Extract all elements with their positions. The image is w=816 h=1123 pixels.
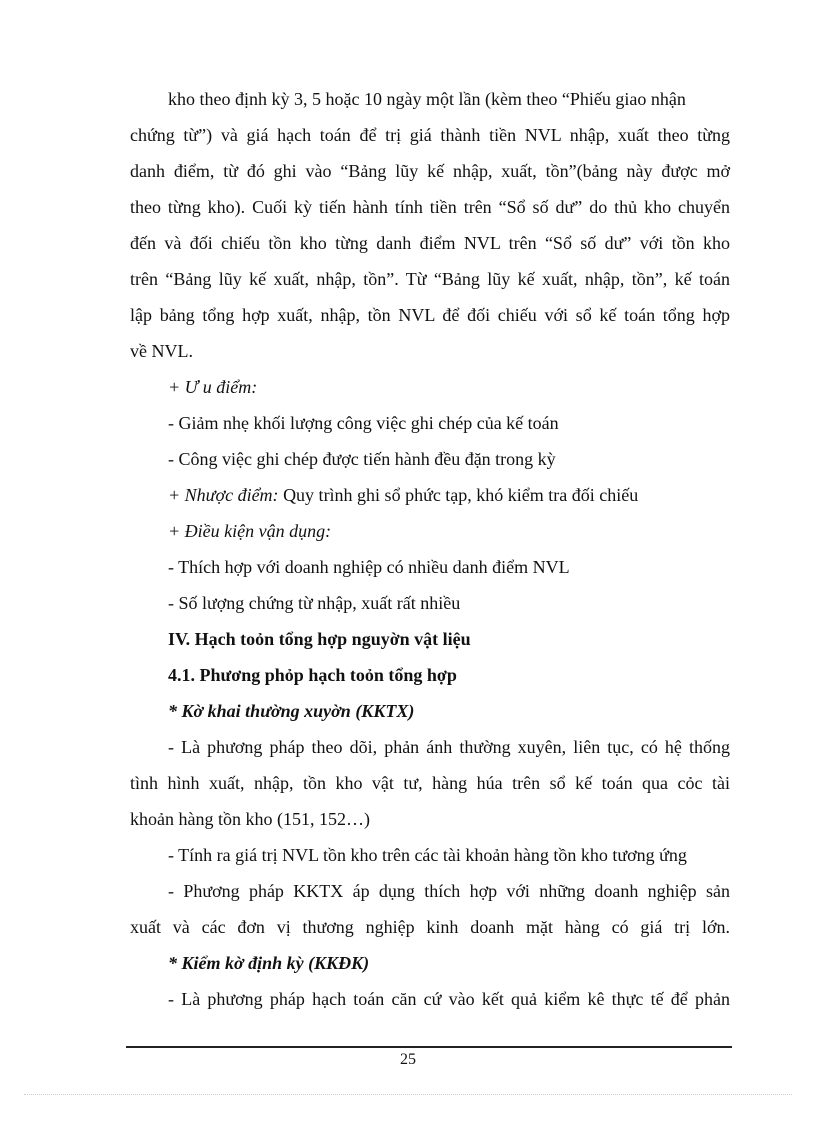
- body-text-line: khoản hàng tồn kho (151, 152…): [130, 809, 370, 829]
- kktx-heading: * Kờ khai thường xuyờn (KKTX): [168, 701, 415, 721]
- conditions-label: + Điều kiện vận dụng:: [168, 521, 332, 541]
- body-text-line: về NVL.: [130, 341, 193, 361]
- disadvantages-label: + Nhược điểm:: [168, 485, 279, 505]
- section-heading: IV. Hạch toỏn tổng hợp nguyờn vật liệu: [168, 629, 471, 649]
- body-text-line: đến và đối chiếu tồn kho từng danh điểm NVL trên “Sổ số dư” với tồn kho: [130, 233, 730, 253]
- body-text-line: kho theo định kỳ 3, 5 hoặc 10 ngày một lần (kèm theo “Phiếu giao nhận: [168, 89, 686, 109]
- subsection-heading: 4.1. Phương phỏp hạch toỏn tổng hợp: [168, 665, 457, 685]
- body-text-line: theo từng kho). Cuối kỳ tiến hành tính tiền trên “Sổ số dư” do thủ kho chuyển: [130, 197, 730, 217]
- body-text-line: danh điểm, từ đó ghi vào “Bảng lũy kế nhập, xuất, tồn”(bảng này được mở: [130, 161, 730, 181]
- body-text-line: tình hình xuất, nhập, tồn kho vật tư, hàng húa trên sổ kế toán qua cỏc tài: [130, 773, 730, 793]
- advantage-item: - Công việc ghi chép được tiến hành đều đặn trong kỳ: [168, 449, 556, 469]
- kkdk-heading: * Kiểm kờ định kỳ (KKĐK): [168, 953, 370, 973]
- footer-rule: [126, 1046, 732, 1048]
- advantage-item: - Giảm nhẹ khối lượng công việc ghi chép của kế toán: [168, 413, 559, 433]
- body-text-line: - Là phương pháp theo dõi, phản ánh thường xuyên, liên tục, có hệ thống: [168, 737, 730, 757]
- body-text-line: trên “Bảng lũy kế xuất, nhập, tồn”. Từ “Bảng lũy kế xuất, nhập, tồn”, kế toán: [130, 269, 730, 289]
- condition-item: - Số lượng chứng từ nhập, xuất rất nhiều: [168, 593, 461, 613]
- disadvantages-text: Quy trình ghi sổ phức tạp, khó kiểm tra đối chiếu: [278, 485, 639, 505]
- page-number: 25: [400, 1051, 416, 1068]
- body-text-line: chứng từ”) và giá hạch toán để trị giá thành tiền NVL nhập, xuất theo từng: [130, 125, 730, 145]
- page-edge-divider: [24, 1094, 792, 1095]
- body-text-line: - Là phương pháp hạch toán căn cứ vào kết quả kiểm kê thực tế để phản: [168, 989, 730, 1009]
- body-text-line: xuất và các đơn vị thương nghiệp kinh doanh mặt hàng có giá trị lớn.: [130, 917, 730, 937]
- body-text-line: - Tính ra giá trị NVL tồn kho trên các tài khoản hàng tồn kho tương ứng: [168, 845, 687, 865]
- condition-item: - Thích hợp với doanh nghiệp có nhiều danh điểm NVL: [168, 557, 570, 577]
- advantages-label: + Ư u điểm:: [168, 377, 258, 397]
- body-text-line: - Phương pháp KKTX áp dụng thích hợp với những doanh nghiệp sản: [168, 881, 730, 901]
- disadvantages-line: [168, 483, 638, 507]
- body-text-line: lập bảng tổng hợp xuất, nhập, tồn NVL để đối chiếu với sổ kế toán tổng hợp: [130, 305, 730, 325]
